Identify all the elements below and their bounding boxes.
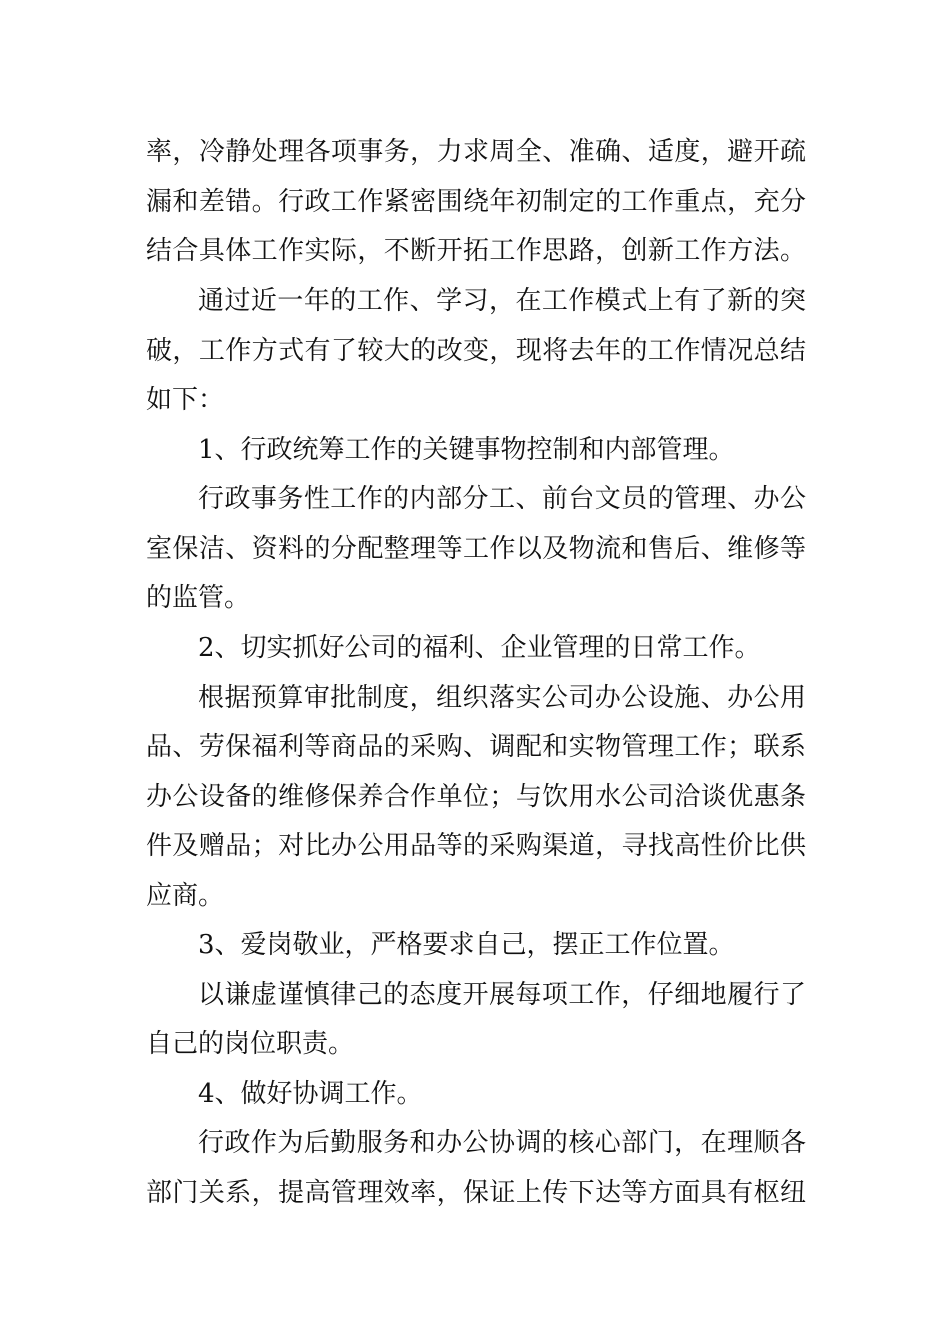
text-line: 漏和差错。行政工作紧密围绕年初制定的工作重点，充分 [146,187,806,217]
text-line: 应商。 [146,881,225,911]
text-line: 室保洁、资料的分配整理等工作以及物流和售后、维修等 [146,534,806,564]
section-heading-4: 4、做好协调工作。 [198,1079,423,1109]
paragraph-first-line: 根据预算审批制度，组织落实公司办公设施、办公用 [198,683,806,713]
section-heading-1: 1、行政统筹工作的关键事物控制和内部管理。 [198,435,735,465]
text-line: 的监管。 [146,583,251,613]
paragraph-first-line: 行政作为后勤服务和办公协调的核心部门，在理顺各 [198,1128,806,1158]
text-line: 结合具体工作实际，不断开拓工作思路，创新工作方法。 [146,236,806,266]
paragraph-first-line: 以谦虚谨慎律己的态度开展每项工作，仔细地履行了 [198,980,806,1010]
text-line: 部门关系，提高管理效率，保证上传下达等方面具有枢纽 [146,1178,806,1208]
section-heading-3: 3、爱岗敬业，严格要求自己，摆正工作位置。 [198,930,735,960]
text-line: 破，工作方式有了较大的改变，现将去年的工作情况总结 [146,336,806,366]
text-line: 自己的岗位职责。 [146,1029,355,1059]
section-heading-2: 2、切实抓好公司的福利、企业管理的日常工作。 [198,633,761,663]
paragraph-first-line: 行政事务性工作的内部分工、前台文员的管理、办公 [198,484,806,514]
text-line: 如下： [146,385,225,415]
text-line: 率，冷静处理各项事务，力求周全、准确、适度，避开疏 [146,137,806,167]
text-line: 办公设备的维修保养合作单位；与饮用水公司洽谈优惠条 [146,782,806,812]
paragraph-first-line: 通过近一年的工作、学习，在工作模式上有了新的突 [198,286,806,316]
text-line: 件及赠品；对比办公用品等的采购渠道，寻找高性价比供 [146,831,806,861]
text-line: 品、劳保福利等商品的采购、调配和实物管理工作；联系 [146,732,806,762]
